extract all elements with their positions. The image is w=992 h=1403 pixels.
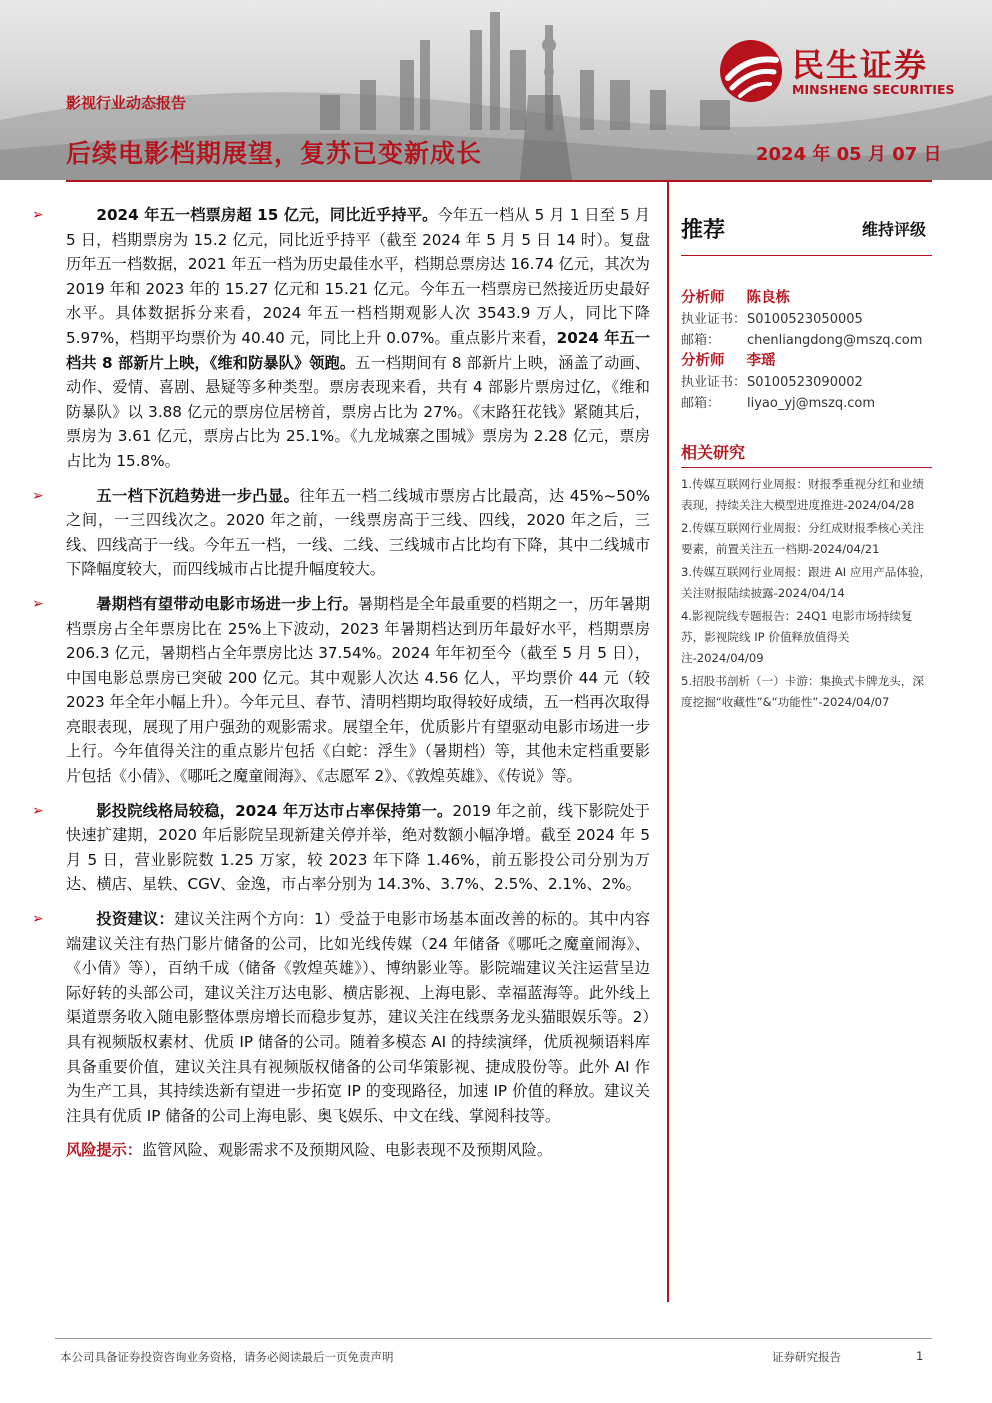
- paragraph-investment: [32, 907, 651, 1128]
- paragraph-lead: 五一档下沉趋势进一步凸显。: [96, 486, 300, 505]
- related-research-list: [681, 474, 932, 713]
- rating: 推荐: [681, 218, 726, 243]
- risk-warning: [66, 1138, 650, 1163]
- analyst-name: 李瑶: [746, 353, 776, 369]
- email-label: 邮箱：: [681, 333, 721, 348]
- header-divider: [66, 180, 932, 182]
- main-content: [32, 203, 651, 1163]
- paragraph-cinema-landscape: [32, 799, 650, 897]
- page-number: 1: [916, 1349, 924, 1363]
- paragraph-text: 2019 年之前，线下影院处于快速扩建期，2020 年后影院呈现新建关停并举，绝对数额小幅净增。截至 2024 年 5 月 5 日，营业影院数 1.25 万家，较 2023 年下降 1.46%，前五影投公司分别为万达、横店、星轶、CGV、金逸，市占率分别为 14.3%、3.7%、2.5%、2.1%、2%。: [66, 801, 650, 894]
- paragraph-text: 暑期档是全年最重要的档期之一，历年暑期档票房占全年票房比在 25%上下波动，2023 年暑期档达到历年最好水平，档期票房 206.3 亿元，暑期档占全年票房比达 37.54%。2024 年年初至今（截至 5 月 5 日），中国电影总票房已突破 200 亿元。其中观影人次达 4.56 亿人，平均票价 44 元（较 2023 年全年小幅上升）。今年元旦、春节、清明档期均取得较好成绩，五一档再次取得亮眼表现，展现了用户强劲的观影需求。展望全年，优质影片有望驱动电影市场进一步上行。今年值得关注的重点影片包括《白蛇：浮生》（暑期档）等，其他未定档重要影片包括《小倩》、《哪吒之魔童闹海》、《志愿军 2》、《敦煌英雄》、《传说》等。: [66, 594, 651, 786]
- analyst-list: [681, 288, 932, 414]
- analyst-card: [681, 288, 932, 351]
- arrow-bullet-icon: ➢: [32, 487, 44, 504]
- paragraph-lead: 暑期档有望带动电影市场进一步上行。: [96, 594, 358, 613]
- analyst-card: [681, 351, 932, 414]
- paragraph-text: 今年五一档从 5 月 1 日至 5 月 5 日，档期票房为 15.2 亿元，同比近乎持平（截至 2024 年 5 月 5 日 14 时）。复盘历年五一档数据，2021 年五一档为历史最佳水平，档期总票房达 16.74 亿元，其次为 2019 年和 2023 年的 15.27 亿元和 15.21 亿元。今年五一档票房已然接近历史最好水平。具体数据拆分来看，2024 年五一档档期观影人次 3543.9 万人，同比下降 5.97%，档期平均票价为 40.40 元，同比上升 0.07%。重点影片来看，: [66, 206, 650, 347]
- paragraph-text: 往年五一档二线城市票房占比最高，达 45%~50%之间，一三四线次之。2020 年之前，一线票房高于三线、四线，2020 年之后，三线、四线高于一线。今年五一档，一线、二线、三线城市占比均有下降，其中二线城市下降幅度较大，而四线城市占比提升幅度较大。: [66, 486, 650, 579]
- arrow-bullet-icon: ➢: [32, 595, 44, 612]
- arrow-bullet-icon: ➢: [32, 207, 44, 223]
- column-divider: [667, 182, 669, 1302]
- report-date: 2024 年 05 月 07 日: [756, 144, 942, 165]
- license-label: 执业证书：: [681, 312, 747, 327]
- rating-box: [681, 203, 932, 256]
- paragraph-text: 五一档期间有 8 部新片上映，涵盖了动画、动作、爱情、喜剧、悬疑等多种类型。票房表现来看，共有 4 部影片票房过亿，《维和防暴队》以 3.88 亿元的票房位居榜首，票房占比为 27%。《末路狂花钱》紧随其后，票房为 3.61 亿元，票房占比为 25.1%。《九龙城寨之围城》票房为 2.28 亿元，票房占比为 15.8%。: [66, 353, 650, 470]
- risk-label: 风险提示：: [66, 1141, 142, 1160]
- header-banner: [0, 0, 992, 180]
- related-research-item[interactable]: 5.招股书剖析（一）卡游：集换式卡牌龙头，深度挖掘“收藏性”&“功能性”-2024/04/07: [681, 674, 924, 709]
- risk-text: 监管风险、观影需求不及预期风险、电影表现不及预期风险。: [141, 1141, 552, 1160]
- related-research-item[interactable]: 2.传媒互联网行业周报：分红成财报季核心关注要素，前置关注五一档期-2024/04/21: [681, 521, 924, 556]
- footer-divider: [55, 1338, 932, 1339]
- logo-text-cn: 民生证券: [792, 46, 929, 84]
- paragraph-lead: 影投院线格局较稳，2024 年万达市占率保持第一。: [96, 801, 453, 820]
- license-label: 执业证书：: [681, 375, 747, 390]
- minsheng-logo: [718, 38, 968, 108]
- paragraph-text: 建议关注两个方向：1）受益于电影市场基本面改善的标的。其中内容端建议关注有热门影片储备的公司，比如光线传媒（24 年储备《哪吒之魔童闹海》、《小倩》等），百纳千成（储备《敦煌英雄》）、博纳影业等。影院端建议关注运营呈边际好转的头部公司，建议关注万达电影、横店影视、上海电影、幸福蓝海等。此外线上渠道票务收入随电影整体票房增长而稳步复苏，建议关注在线票务龙头猫眼娱乐等。2）具有视频版权素材、优质 IP 储备的公司。随着多模态 AI 的持续演绎，优质视频语料库具备重要价值，建议关注具有视频版权储备的公司华策影视、捷成股份等。此外 AI 作为生产工具，其持续迭新有望进一步拓宽 IP 的变现路径，加速 IP 价值的释放。建议关注具有优质 IP 储备的公司上海电影、奥飞娱乐、中文在线、掌阅科技等。: [66, 910, 651, 1125]
- footer-doc-type: 证券研究报告: [772, 1350, 841, 1364]
- minsheng-emblem-icon: [718, 38, 784, 104]
- analyst-name: 陈良栋: [746, 290, 790, 306]
- license-number: S0100523090002: [747, 375, 863, 390]
- related-research-item[interactable]: 4.影视院线专题报告：24Q1 电影市场持续复苏，影视院线 IP 价值释放值得关注-2024/04/09: [681, 609, 913, 665]
- paragraph-lead: 2024 年五一档共 8 部新片上映，《维和防暴队》领跑。: [66, 328, 650, 372]
- license-number: S0100523050005: [747, 312, 863, 327]
- email-label: 邮箱：: [681, 396, 721, 411]
- arrow-bullet-icon: ➢: [32, 802, 44, 819]
- paragraph-box-office: [32, 203, 650, 474]
- paragraph-sinking-trend: [32, 484, 650, 582]
- analyst-email[interactable]: chenliangdong@mszq.com: [747, 333, 923, 348]
- sidebar: [681, 203, 932, 715]
- report-title: 后续电影档期展望，复苏已变新成长: [66, 139, 483, 168]
- analyst-role: 分析师: [681, 290, 725, 306]
- paragraph-lead: 2024 年五一档票房超 15 亿元，同比近乎持平。: [96, 206, 438, 224]
- rating-status: 维持评级: [861, 220, 926, 239]
- report-type: 影视行业动态报告: [66, 94, 187, 112]
- paragraph-lead: 投资建议：: [96, 910, 175, 929]
- arrow-bullet-icon: ➢: [32, 911, 44, 928]
- related-research-item[interactable]: 1.传媒互联网行业周报：财报季重视分红和业绩表现，持续关注大模型进度推进-2024/04/28: [681, 477, 924, 512]
- analyst-email[interactable]: liyao_yj@mszq.com: [747, 396, 876, 411]
- paragraph-summer: [32, 592, 651, 789]
- footer-disclaimer: 本公司具备证券投资咨询业务资格，请务必阅读最后一页免责声明: [60, 1350, 394, 1364]
- analyst-role: 分析师: [681, 353, 725, 369]
- related-research-title: 相关研究: [681, 440, 932, 468]
- related-research-item[interactable]: 3.传媒互联网行业周报：跟进 AI 应用产品体验，关注财报陆续披露-2024/04/14: [681, 565, 932, 600]
- logo-text-en: MINSHENG SECURITIES: [792, 82, 955, 97]
